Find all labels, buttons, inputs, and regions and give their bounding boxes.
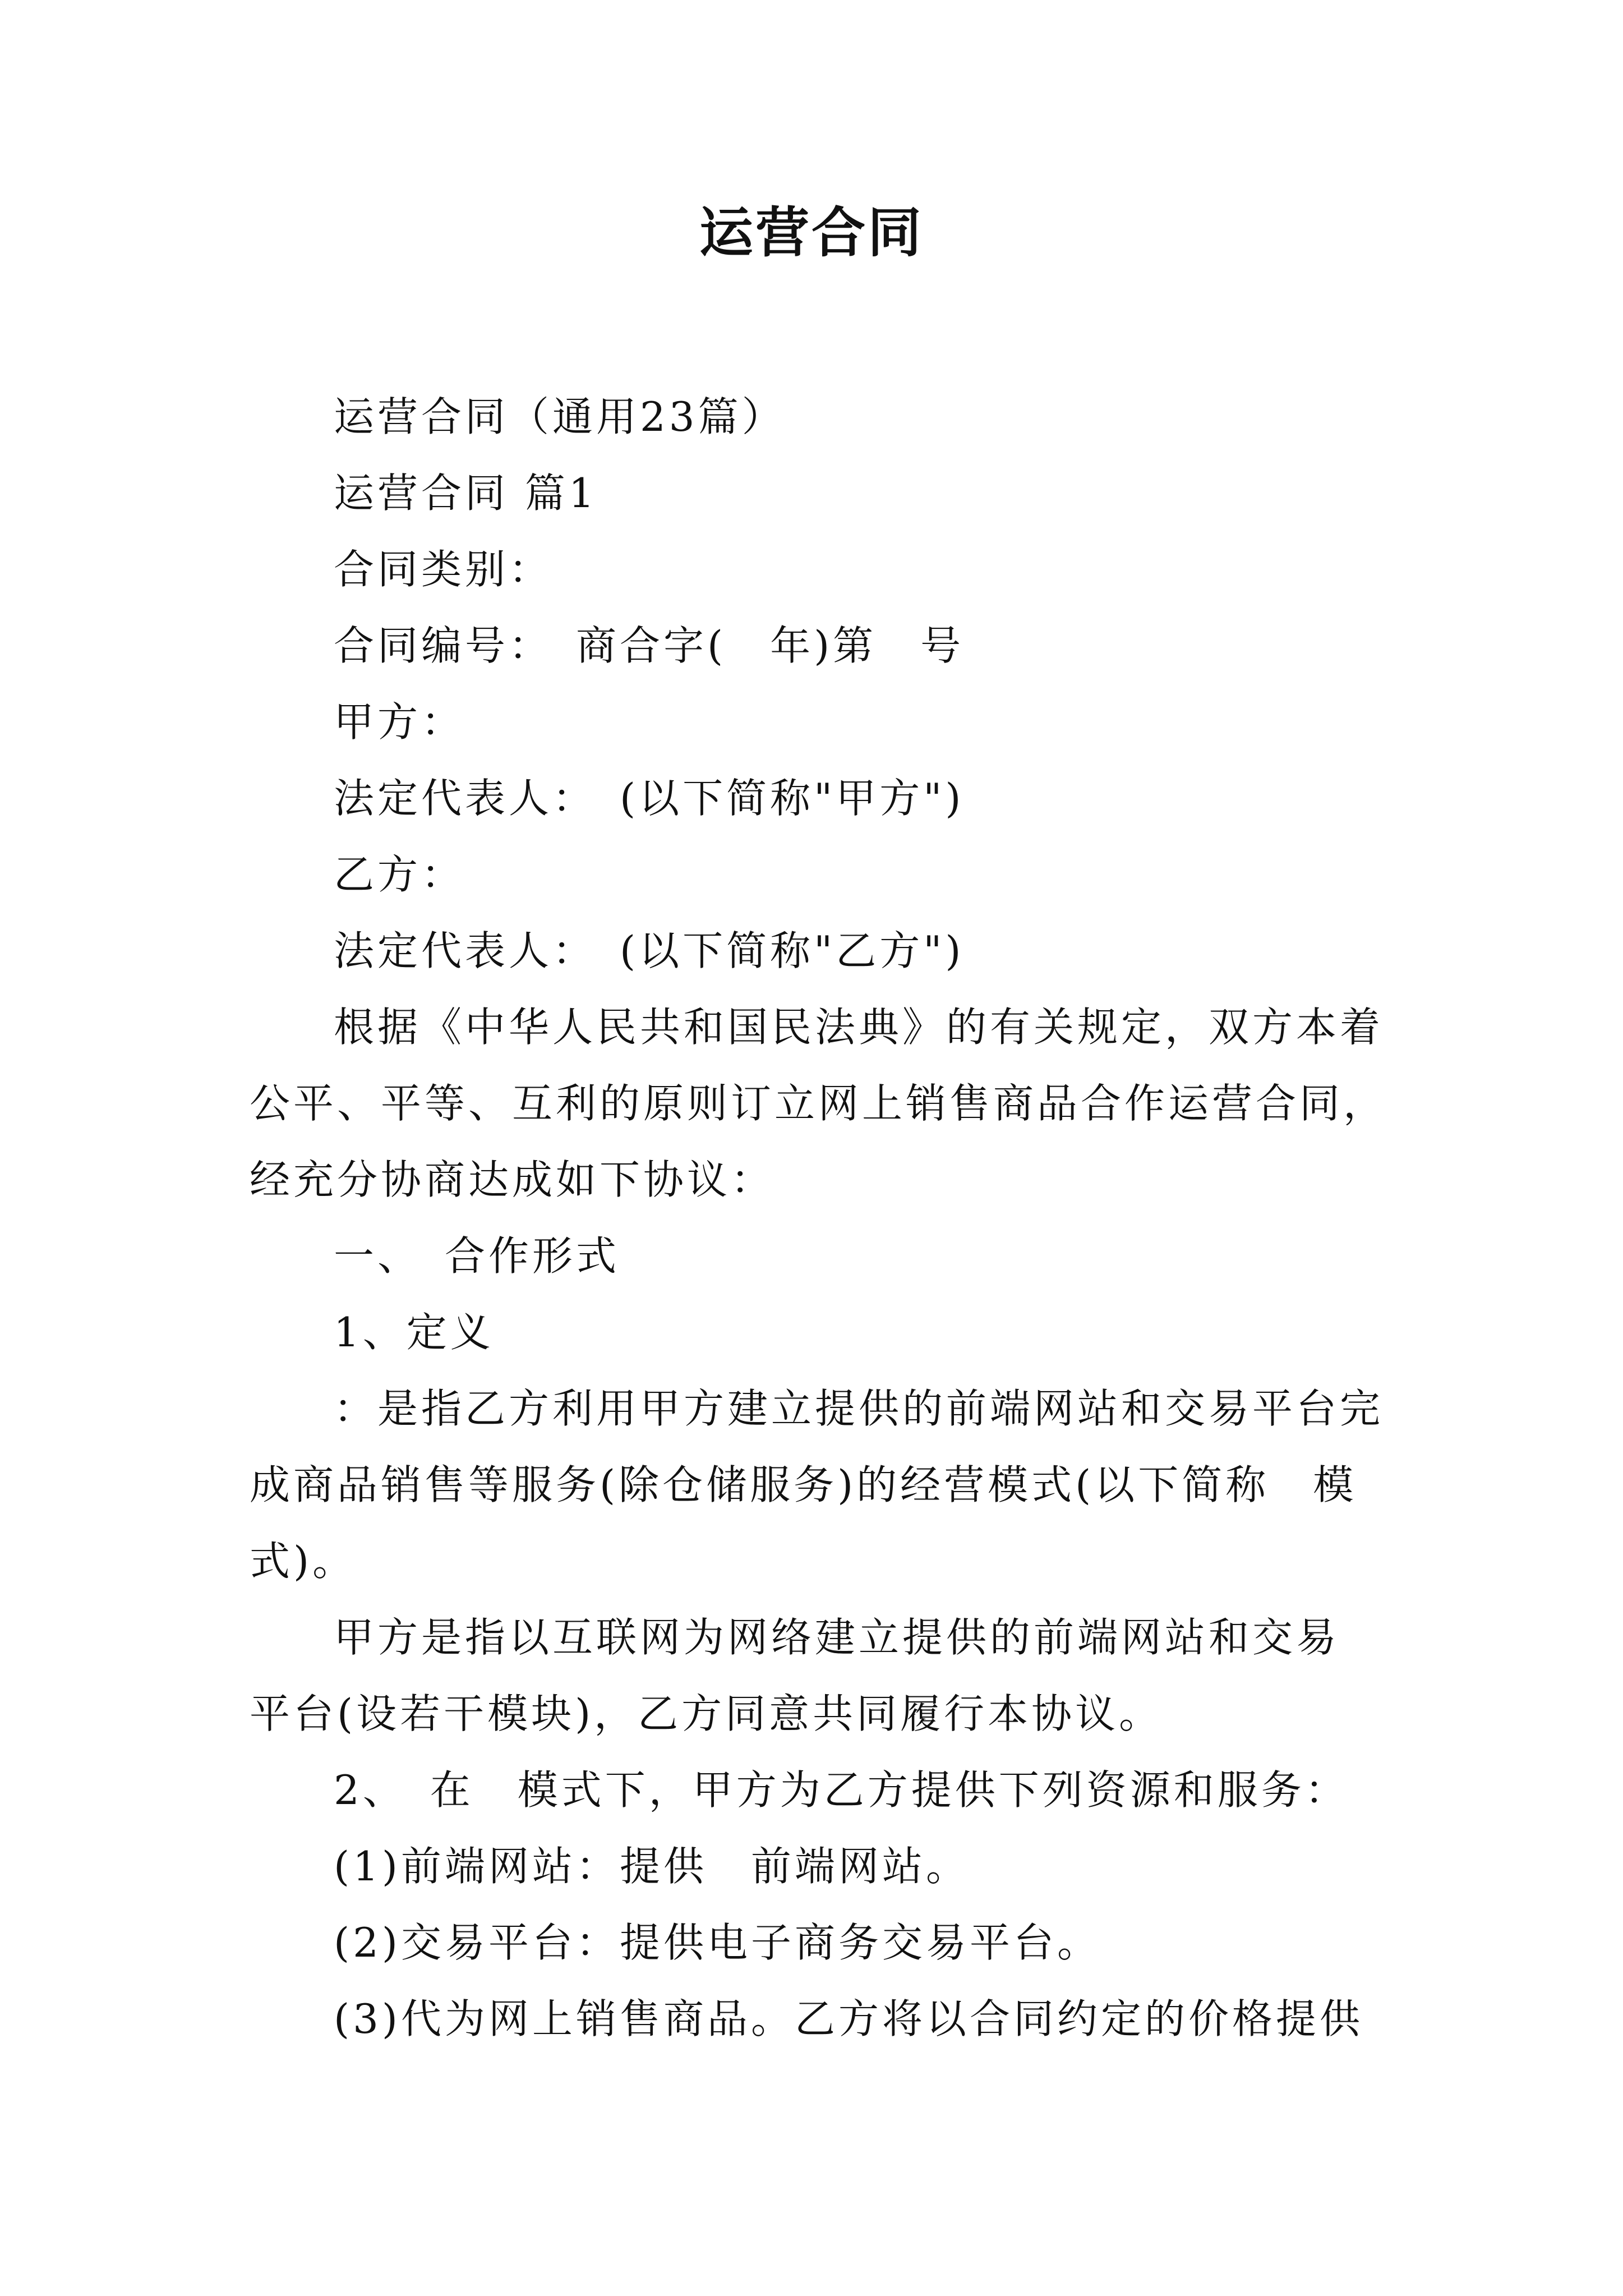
section-heading: 一、 合作形式 xyxy=(334,1232,620,1280)
paragraph-line: 式)。 xyxy=(250,1538,357,1585)
paragraph-line: 乙方： xyxy=(334,851,465,898)
paragraph-line: 经充分协商达成如下协议： xyxy=(250,1156,775,1203)
paragraph-line: 运营合同（通用23篇） xyxy=(334,393,786,440)
paragraph-line: 合同类别： xyxy=(334,546,553,593)
paragraph-line: ：是指乙方利用甲方建立提供的前端网站和交易平台完 xyxy=(334,1385,1384,1432)
paragraph-line: 平台(设若干模块)，乙方同意共同履行本协议。 xyxy=(250,1690,1163,1737)
paragraph-line: 甲方是指以互联网为网络建立提供的前端网站和交易 xyxy=(334,1614,1340,1661)
paragraph-line: 甲方： xyxy=(334,698,465,746)
paragraph-line: (1)前端网站：提供 前端网站。 xyxy=(334,1843,970,1890)
document-body xyxy=(250,379,1387,2057)
document-title: 运营合同 xyxy=(699,201,924,264)
paragraph-line: 公平、平等、互利的原则订立网上销售商品合作运营合同， xyxy=(250,1080,1387,1127)
paragraph-line: 1、定义 xyxy=(334,1309,494,1356)
paragraph-line: 根据《中华人民共和国民法典》的有关规定，双方本着 xyxy=(334,1004,1384,1051)
paragraph-line: 成商品销售等服务(除仓储服务)的经营模式(以下简称 模 xyxy=(250,1461,1357,1508)
paragraph-line: 法定代表人： (以下简称"乙方") xyxy=(334,927,965,974)
paragraph-line: (3)代为网上销售商品。乙方将以合同约定的价格提供 xyxy=(334,1995,1363,2042)
paragraph-line: 法定代表人： (以下简称"甲方") xyxy=(334,775,965,822)
paragraph-line: 运营合同 篇1 xyxy=(334,470,598,517)
paragraph-line: 合同编号： 商合字( 年)第 号 xyxy=(334,622,965,669)
paragraph-line: (2)交易平台：提供电子商务交易平台。 xyxy=(334,1919,1101,1966)
paragraph-line: 2、 在 模式下，甲方为乙方提供下列资源和服务： xyxy=(334,1766,1349,1814)
